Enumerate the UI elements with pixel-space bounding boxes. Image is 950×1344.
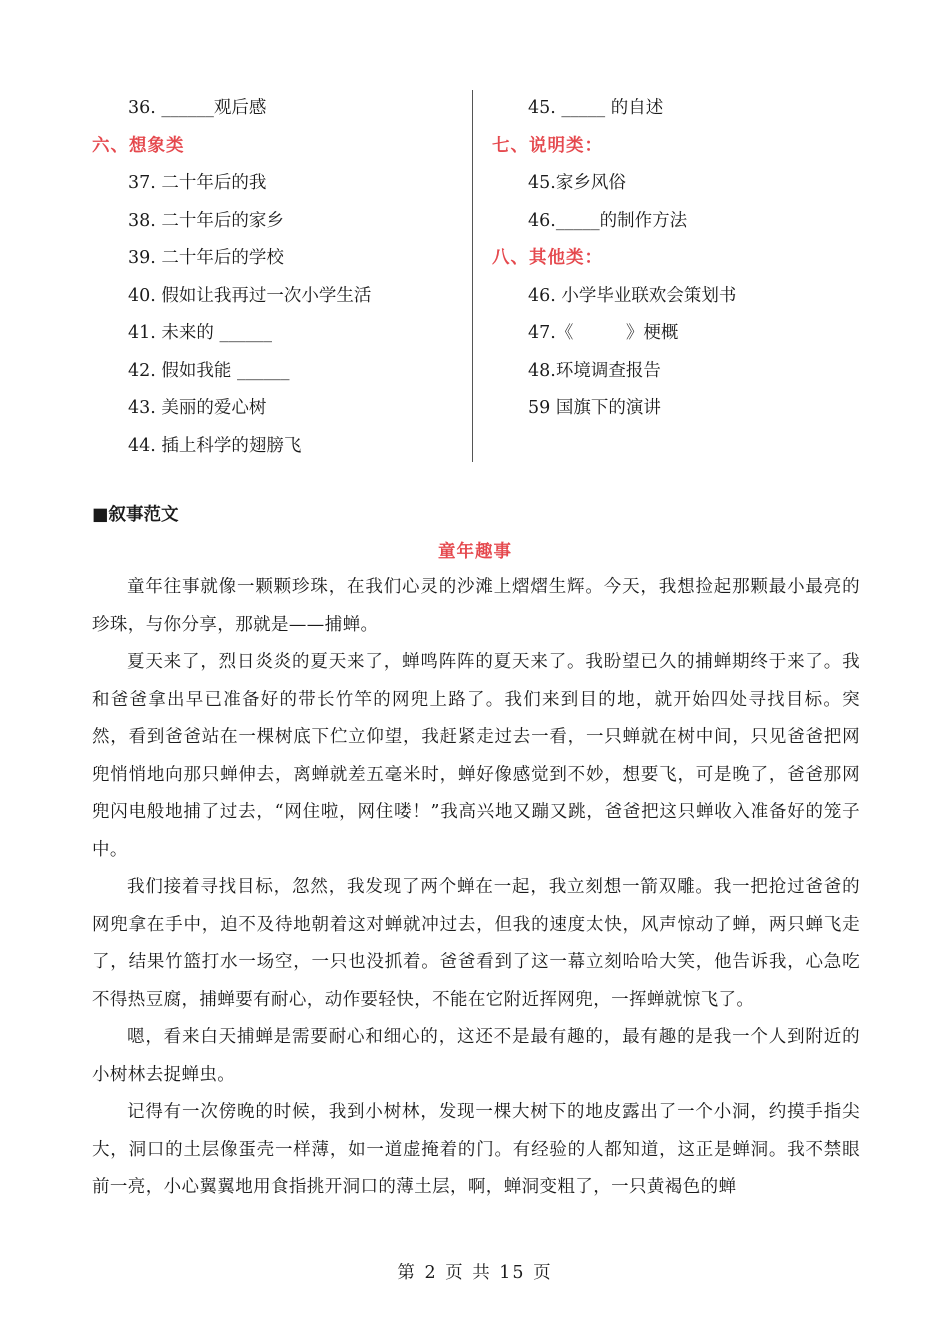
topic-list bbox=[92, 90, 882, 462]
topic-item: 46. 小学毕业联欢会策划书 bbox=[528, 285, 737, 306]
topic-column-right bbox=[492, 90, 882, 428]
essay-paragraph: 记得有一次傍晚的时候，我到小树林，发现一棵大树下的地皮露出了一个小洞，约摸手指尖大，洞口的土层像蛋壳一样薄，如一道虚掩着的门。有经验的人都知道，这正是蝉洞。我不禁眼前一亮，小心翼翼地用食指挑开洞口的薄土层，啊，蝉洞变粗了，一只黄褐色的蝉 bbox=[92, 1102, 860, 1197]
essay-title: 童年趣事 bbox=[438, 542, 512, 562]
section-label: ■叙事范文 bbox=[92, 505, 179, 525]
topic-item: 44. 插上科学的翅膀飞 bbox=[128, 435, 302, 456]
topic-column-left bbox=[92, 90, 462, 465]
essay-paragraph: 嗯，看来白天捕蝉是需要耐心和细心的，这还不是最有趣的，最有趣的是我一个人到附近的小树林去捉蝉虫。 bbox=[92, 1027, 860, 1085]
topic-item: 59 国旗下的演讲 bbox=[528, 398, 661, 418]
topic-item: 41. 未来的 ______ bbox=[128, 323, 272, 343]
topic-category-heading: 七、说明类： bbox=[492, 135, 603, 156]
essay-paragraph: 夏天来了，烈日炎炎的夏天来了，蝉鸣阵阵的夏天来了。我盼望已久的捕蝉期终于来了。我和爸爸拿出早已准备好的带长竹竿的网兜上路了。我们来到目的地，就开始四处寻找目标。突然，看到爸爸站在一棵树底下伫立仰望，我赶紧走过去一看，一只蝉就在树中间，只见爸爸把网兜悄悄地向那只蝉伸去，离蝉就差五毫米时，蝉好像感觉到不妙，想要飞，可是晚了，爸爸那网兜闪电般地捕了过去，“网住啦，网住喽！”我高兴地又蹦又跳，爸爸把这只蝉收入准备好的笼子中。 bbox=[92, 652, 860, 860]
topic-item: 36. ______观后感 bbox=[128, 98, 267, 118]
topic-item: 43. 美丽的爱心树 bbox=[128, 398, 267, 418]
topic-item: 38. 二十年后的家乡 bbox=[128, 210, 284, 231]
topic-item: 45.家乡风俗 bbox=[528, 173, 626, 193]
topic-category-heading: 八、其他类： bbox=[492, 248, 603, 268]
column-divider bbox=[472, 90, 473, 462]
topic-item: 39. 二十年后的学校 bbox=[128, 248, 284, 268]
topic-item: 37. 二十年后的我 bbox=[128, 173, 267, 193]
essay-paragraph: 童年往事就像一颗颗珍珠，在我们心灵的沙滩上熠熠生辉。今天，我想捡起那颗最小最亮的珍珠，与你分享，那就是——捕蝉。 bbox=[92, 577, 860, 635]
topic-item: 48.环境调查报告 bbox=[528, 360, 661, 381]
topic-category-heading: 六、想象类 bbox=[92, 135, 185, 156]
topic-item: 47.《 》梗概 bbox=[528, 323, 679, 343]
topic-item: 40. 假如让我再过一次小学生活 bbox=[128, 285, 372, 306]
topic-item: 46._____的制作方法 bbox=[528, 210, 688, 231]
essay-body bbox=[92, 569, 860, 1207]
topic-item: 42. 假如我能 ______ bbox=[128, 360, 290, 381]
essay-paragraph: 我们接着寻找目标，忽然，我发现了两个蝉在一起，我立刻想一箭双雕。我一把抢过爸爸的网兜拿在手中，迫不及待地朝着这对蝉就冲过去，但我的速度太快，风声惊动了蝉，两只蝉飞走了，结果竹篮打水一场空，一只也没抓着。爸爸看到了这一幕立刻哈哈大笑，他告诉我，心急吃不得热豆腐，捕蝉要有耐心，动作要轻快，不能在它附近挥网兜，一挥蝉就惊飞了。 bbox=[92, 877, 860, 1010]
topic-item: 45. _____ 的自述 bbox=[528, 98, 664, 118]
page-footer: 第 2 页 共 15 页 bbox=[397, 1263, 553, 1283]
